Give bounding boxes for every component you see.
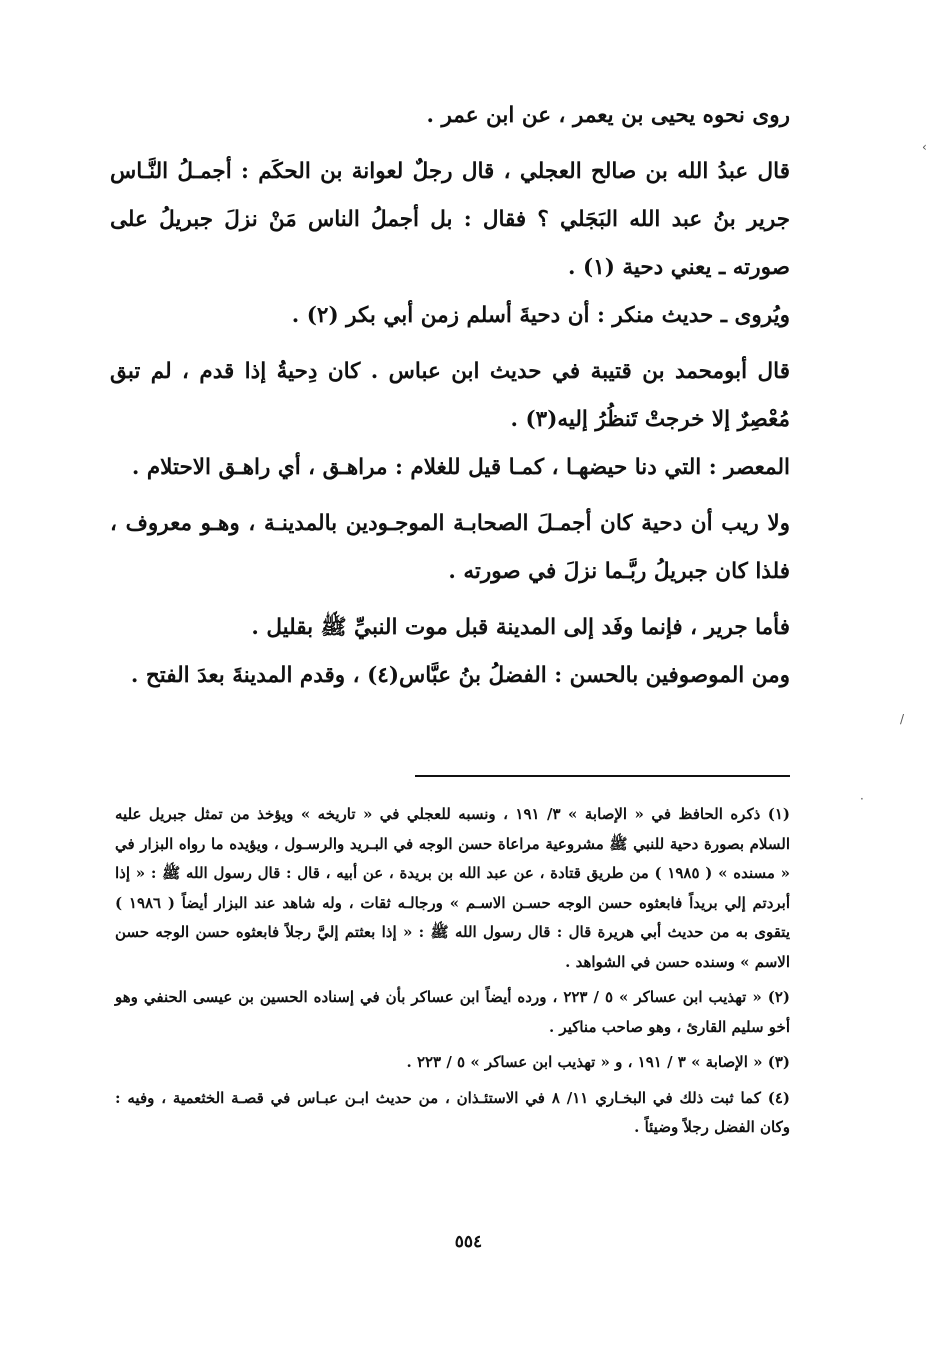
footnote-separator	[415, 775, 790, 777]
footnote-1: (١) ذكره الحافظ في « الإصابة » ٣/ ١٩١ ، ونسبه للعجلي في « تاريخه » ويؤخذ من تمثل جبريل عليه السلام بصورة دحية للنبي ﷺ مشروعية مراعاة حسن الوجه في البـريد والرسـول ، ويؤيده ما رواه البزار في « مسنده » ( ١٩٨٥ ) من طريق قتادة ، عن عبد الله بن بريدة ، عن أبيه ، قال : قال رسول الله ﷺ : « إذا أبردتم إلي بريداً فابعثوه حسن الوجه حسـن الاسـم » ورجالـه ثقات ، وله شاهد عند البزار أيضاً ( ١٩٨٦ ) يتقوى به من حديث أبي هريرة قال : قال رسول الله ﷺ : « إذا بعثتم إليَّ رجلاً فابعثوه حسن الوجه حسن الاسم » وسنده حسن في الشواهد .	[115, 805, 790, 971]
footnote-2: (٢) « تهذيب ابن عساكر » ٥ / ٢٢٣ ، ورده أيضاً ابن عساكر بأن في إسناده الحسين بن عيسى الحنفي وهو أخو سليم القارئ ، وهو صاحب مناكير .	[115, 988, 790, 1036]
footnotes	[115, 800, 790, 1149]
paragraph-4: قال أبومحمد بن قتيبة في حديث ابن عباس . كان دِحيةُ إذا قدم ، لم تبق مُعْصِرٌ إلا خرجتْ تَنظُرُ إليه(٣) .	[110, 359, 790, 432]
paragraph-6: ولا ريب أن دحية كان أجمـلَ الصحابـة الموجـودين بالمدينـة ، وهـو معروف ، فلذا كان جبريلُ ربَّـما نزلَ في صورته .	[110, 511, 790, 584]
scan-mark: ‹	[922, 140, 927, 154]
paragraph-1: روى نحوه يحيى بن يعمر ، عن ابن عمر .	[426, 103, 790, 128]
main-text	[110, 92, 790, 708]
scan-mark: /	[900, 712, 905, 726]
paragraph-7: فأما جرير ، فإنما وفَد إلى المدينة قبل موت النبيِّ ﷺ بقليل .	[251, 615, 790, 640]
footnote-4: (٤) كما ثبت ذلك في البخـاري ١١/ ٨ في الاستئـذان ، من حديث ابـن عبـاس في قصـة الخثعمية ، وفيه : وكان الفضل رجلاً وضيئاً .	[115, 1088, 790, 1136]
footnote-3: (٣) « الإصابة » ٣ / ١٩١ ، و « تهذيب ابن عساكر » ٥ / ٢٢٣ .	[406, 1053, 790, 1071]
paragraph-2: قال عبدُ الله بن صالح العجلي ، قال رجلٌ لعوانة بن الحكَم : أجمـلُ النَّـاس جرير بنُ عبد الله البَجَلي ؟ فقال : بل أجملُ الناس مَنْ نزلَ جبريلُ على صورته ـ يعني دحية (١) .	[110, 159, 790, 280]
paragraph-8: ومن الموصوفين بالحسن : الفضلُ بنُ عبَّاس(٤) ، وقدم المدينةَ بعدَ الفتح .	[130, 663, 790, 688]
page-number: ٥٥٤	[454, 1232, 483, 1252]
scan-mark: ·	[860, 792, 864, 806]
paragraph-5: المعصر : التي دنا حيضهـا ، كمـا قيل للغلام : مراهـق ، أي راهـق الاحتلام .	[131, 455, 790, 480]
paragraph-3: ويُروى ـ حديث منكر : أن دحيةَ أسلم زمن أبي بكر (٢) .	[291, 303, 790, 328]
